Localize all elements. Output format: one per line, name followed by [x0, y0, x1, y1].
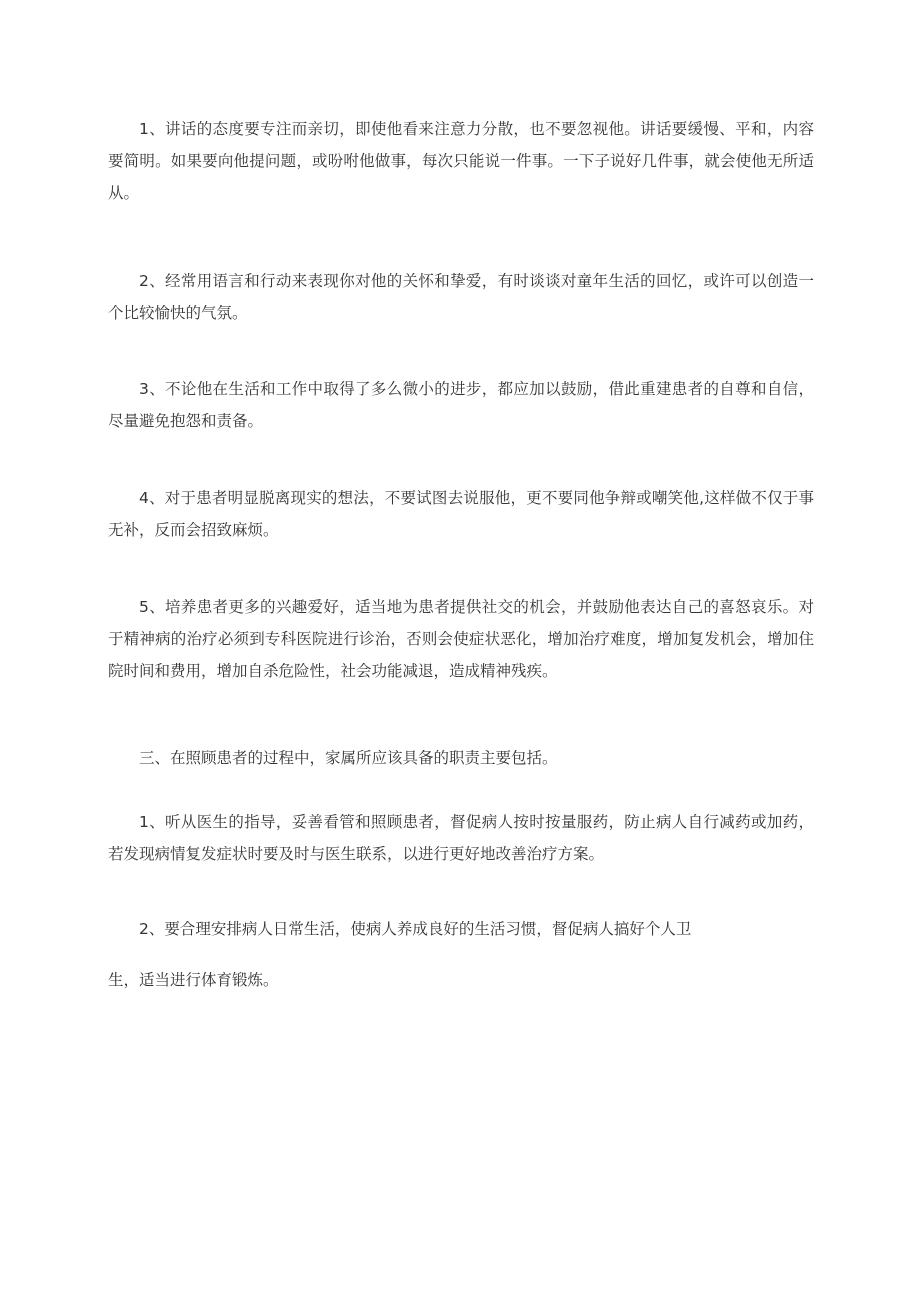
paragraph-4: 4、对于患者明显脱离现实的想法，不要试图去说服他，更不要同他争辩或嘲笑他,这样做不仅于事无补，反而会招致麻烦。 — [108, 489, 814, 539]
paragraph-duty-2-line-2: 生，适当进行体育锻炼。 — [108, 971, 279, 989]
paragraph-1: 1、讲话的态度要专注而亲切，即使他看来注意力分散，也不要忽视他。讲话要缓慢、平和，内容要简明。如果要向他提问题，或吩咐他做事，每次只能说一件事。一下子说好几件事，就会使他无所适从。 — [108, 120, 814, 202]
section-heading: 三、在照顾患者的过程中，家属所应该具备的职责主要包括。 — [139, 749, 558, 767]
paragraph-3: 3、不论他在生活和工作中取得了多么微小的进步，都应加以鼓励，借此重建患者的自尊和自信，尽量避免抱怨和责备。 — [108, 380, 814, 430]
paragraph-duty-2-line-1: 2、要合理安排病人日常生活，使病人养成良好的生活习惯，督促病人搞好个人卫 — [139, 920, 692, 938]
paragraph-duty-1: 1、听从医生的指导，妥善看管和照顾患者，督促病人按时按量服药，防止病人自行减药或加药，若发现病情复发症状时要及时与医生联系，以进行更好地改善治疗方案。 — [108, 813, 814, 863]
paragraph-5: 5、培养患者更多的兴趣爱好，适当地为患者提供社交的机会，并鼓励他表达自己的喜怒哀乐。对于精神病的治疗必须到专科医院进行诊治，否则会使症状恶化，增加治疗难度，增加复发机会，增加住院时间和费用，增加自杀危险性，社会功能减退，造成精神残疾。 — [108, 598, 814, 680]
paragraph-2: 2、经常用语言和行动来表现你对他的关怀和挚爱，有时谈谈对童年生活的回忆，或许可以创造一个比较愉快的气氛。 — [108, 272, 814, 322]
